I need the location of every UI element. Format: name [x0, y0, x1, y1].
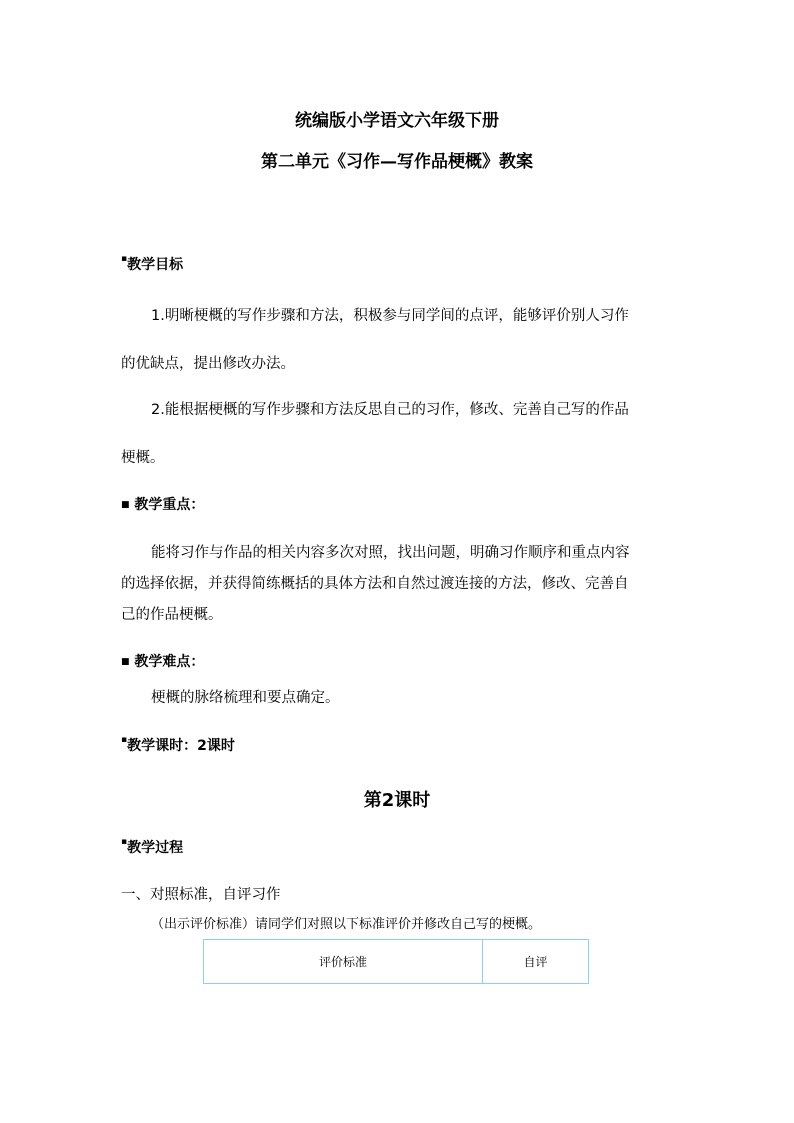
table-row: [204, 940, 589, 984]
goal-1-line1: 1.明晰梗概的写作步骤和方法，积极参与同学间的点评，能够评价别人习作: [151, 308, 629, 324]
process-step-1: 一、对照标准，自评习作: [121, 887, 281, 903]
section-heading-hours: [121, 735, 235, 755]
section-heading-goals: [121, 254, 183, 274]
section-heading-process: [121, 837, 183, 857]
heading-text: 教学课时：2课时: [127, 738, 235, 754]
bullet-mark-icon: ▪: [121, 254, 128, 264]
heading-text: 教学目标: [127, 257, 184, 273]
difficulties-line1: 梗概的脉络梳理和要点确定。: [151, 690, 340, 706]
process-step-1-note: （出示评价标准）请同学们对照以下标准评价并修改自己写的梗概。: [151, 917, 542, 932]
key-points-line2: 的选择依据，并获得简练概括的具体方法和自然过渡连接的方法，修改、完善自: [121, 576, 629, 592]
goal-2-line1: 2.能根据梗概的写作步骤和方法反思自己的习作，修改、完善自己写的作品: [151, 402, 629, 418]
table-header-criteria: 评价标准: [204, 940, 483, 984]
key-points-line3: 己的作品梗概。: [121, 607, 223, 623]
goal-1-line2: 的优缺点，提出修改办法。: [121, 356, 295, 372]
doc-title-line2: 第二单元《习作—写作品梗概》教案: [261, 152, 533, 172]
doc-title-line1: 统编版小学语文六年级下册: [295, 111, 499, 131]
table-header-self-eval: 自评: [483, 940, 589, 984]
bullet-mark-icon: ▪: [121, 735, 128, 745]
square-bullet-icon: ■: [121, 657, 130, 667]
lesson-title: 第2课时: [363, 790, 431, 811]
section-heading-difficulties: [121, 651, 204, 671]
heading-text: 教学重点：: [134, 497, 205, 513]
goal-2-line2: 梗概。: [121, 450, 165, 466]
criteria-table: [203, 939, 589, 984]
heading-text: 教学过程: [127, 840, 184, 856]
section-heading-key-points: [121, 494, 204, 514]
square-bullet-icon: ■: [121, 500, 130, 510]
bullet-mark-icon: ▪: [121, 837, 128, 847]
heading-text: 教学难点：: [134, 654, 205, 670]
key-points-line1: 能将习作与作品的相关内容多次对照，找出问题，明确习作顺序和重点内容: [151, 545, 630, 561]
